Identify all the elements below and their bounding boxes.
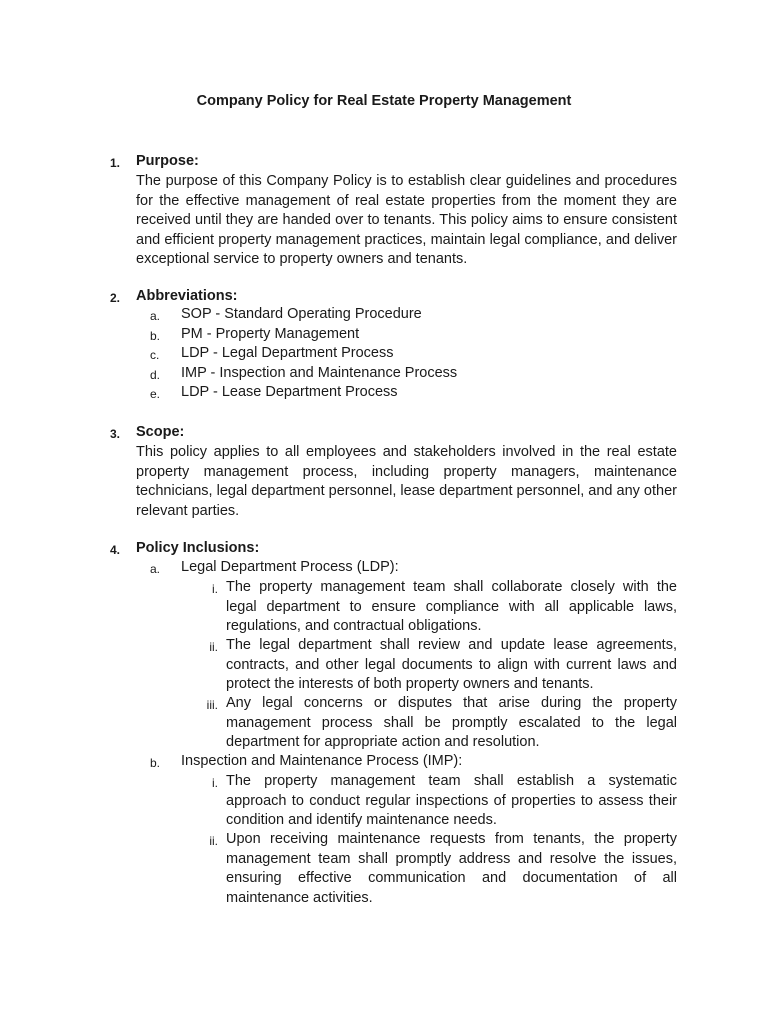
list-marker: b. bbox=[150, 329, 161, 343]
list-item: IMP - Inspection and Maintenance Process bbox=[181, 365, 458, 381]
list-marker: iii. bbox=[206, 698, 218, 712]
list-marker: d. bbox=[150, 368, 161, 382]
list-item: The property management team shall collaborate closely with the legal department to ensure compliance with all applicable laws, regulations, and contractual obligations. bbox=[226, 579, 677, 634]
section-body: The purpose of this Company Policy is to establish clear guidelines and procedures for the effective management of real estate properties from the moment they are received until they are handed over to tenants. This policy aims to ensure consistent and efficient property management practices, maintain legal compliance, and deliver exceptional service to property owners and tenants. bbox=[136, 173, 677, 267]
list-item: LDP - Lease Department Process bbox=[181, 384, 398, 400]
list-marker: a. bbox=[150, 562, 161, 576]
section-number: 2. bbox=[110, 291, 121, 305]
list-marker: i. bbox=[212, 582, 218, 596]
list-marker: i. bbox=[212, 776, 218, 790]
section-heading: Scope: bbox=[136, 424, 185, 440]
list-marker: ii. bbox=[209, 834, 218, 848]
section-heading: Purpose: bbox=[136, 153, 199, 169]
list-marker: e. bbox=[150, 387, 161, 401]
section-heading: Policy Inclusions: bbox=[136, 540, 260, 556]
document-title: Company Policy for Real Estate Property Management bbox=[196, 93, 572, 109]
list-item: PM - Property Management bbox=[181, 326, 360, 342]
list-item: LDP - Legal Department Process bbox=[181, 345, 394, 361]
list-item: The legal department shall review and update lease agreements, contracts, and other legal documents to align with current laws and protect the interests of both property owners and tenants. bbox=[226, 637, 677, 692]
section-number: 3. bbox=[110, 427, 121, 441]
list-item: Any legal concerns or disputes that arise during the property management process shall be promptly escalated to the legal department for appropriate action and resolution. bbox=[226, 695, 677, 750]
list-marker: a. bbox=[150, 309, 161, 323]
list-item: The property management team shall establish a systematic approach to conduct regular inspections of properties to assess their condition and identify maintenance needs. bbox=[226, 773, 677, 828]
list-marker: ii. bbox=[209, 640, 218, 654]
section-heading: Abbreviations: bbox=[136, 288, 238, 304]
list-item: Upon receiving maintenance requests from tenants, the property management team shall promptly address and resolve the issues, ensuring effective communication and documentation of all maintenance activities. bbox=[226, 831, 677, 906]
list-marker: c. bbox=[150, 348, 160, 362]
list-item: SOP - Standard Operating Procedure bbox=[181, 306, 422, 322]
subsection-label: Inspection and Maintenance Process (IMP): bbox=[181, 753, 463, 769]
section-body: This policy applies to all employees and stakeholders involved in the real estate property management process, including property managers, maintenance technicians, legal department personnel, lease department personnel, and any other relevant parties. bbox=[136, 444, 677, 519]
subsection-label: Legal Department Process (LDP): bbox=[181, 559, 399, 575]
section-number: 1. bbox=[110, 156, 121, 170]
list-marker: b. bbox=[150, 756, 161, 770]
section-number: 4. bbox=[110, 543, 121, 557]
